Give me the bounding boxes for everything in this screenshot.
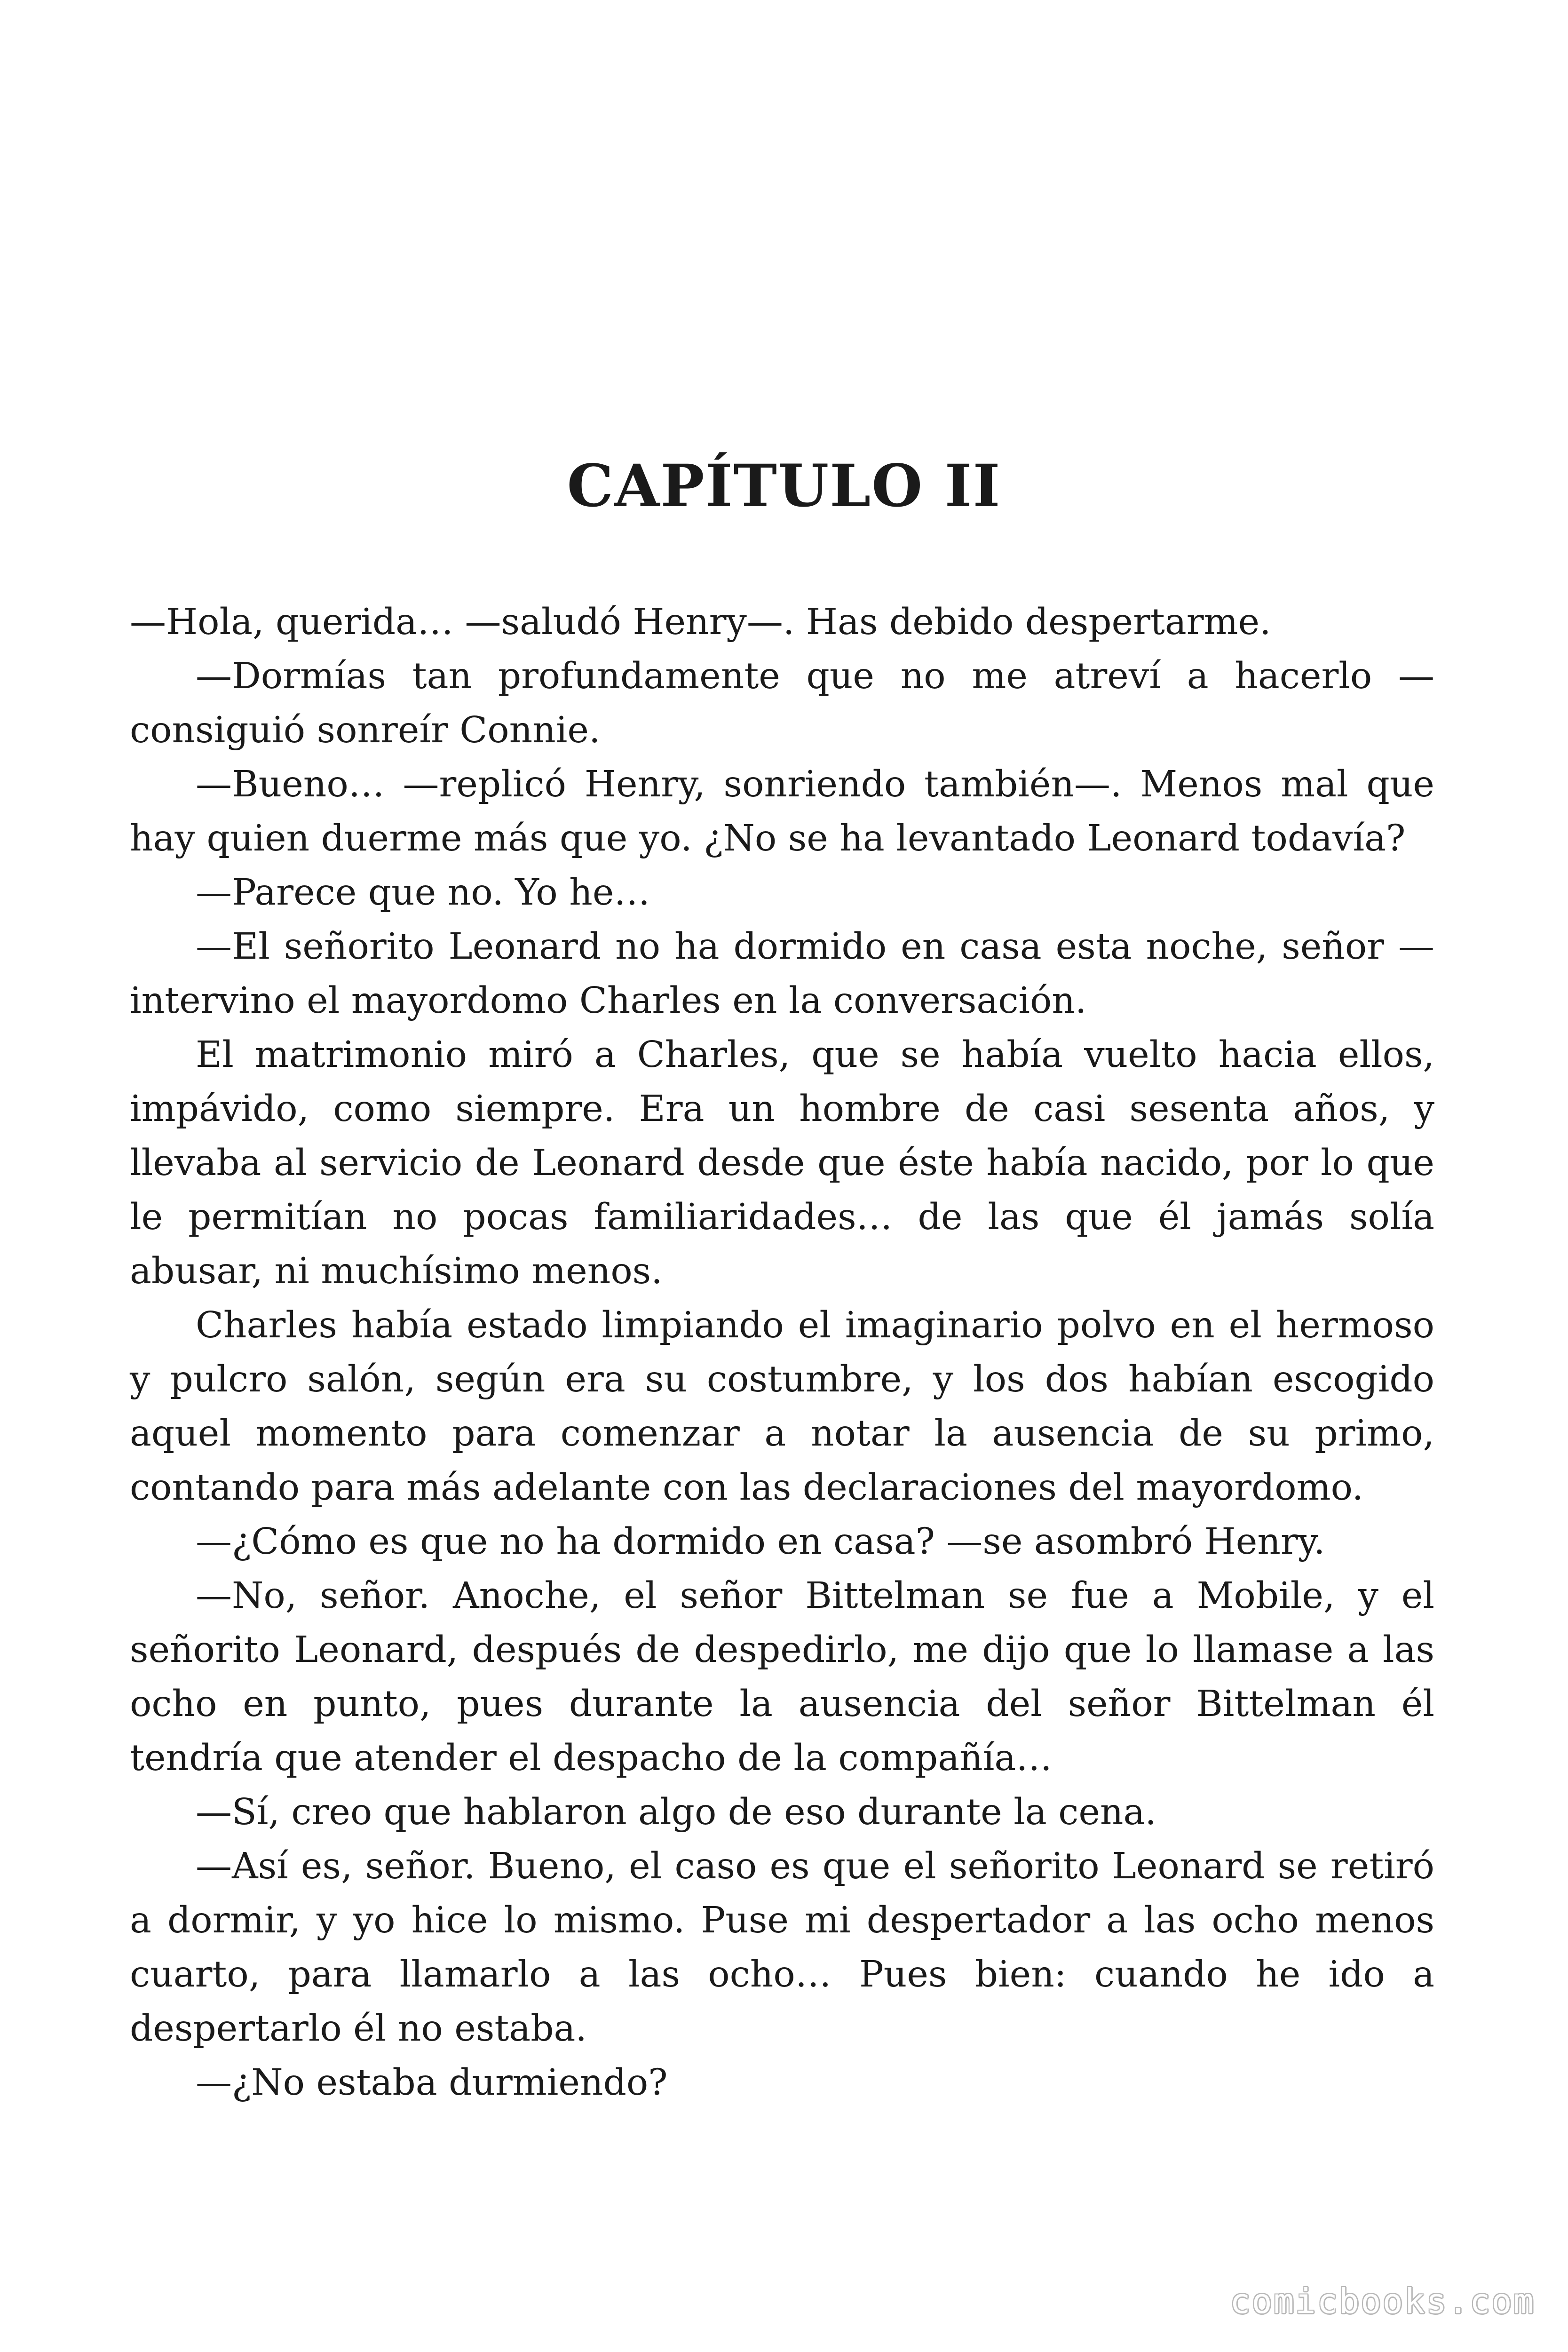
chapter-body: [130, 595, 1434, 2110]
paragraph: —Dormías tan profundamente que no me atreví a hacerlo —consiguió sonreír Connie.: [130, 655, 1434, 751]
chapter-title: CAPÍTULO II: [567, 452, 1001, 520]
paragraph: —¿Cómo es que no ha dormido en casa? —se asombró Henry.: [196, 1521, 1325, 1563]
paragraph: Charles había estado limpiando el imaginario polvo en el hermoso y pulcro salón, según era su costumbre, y los dos habían escogido aquel momento para comenzar a notar la ausencia de su primo, contando para más adelante con las declaraciones del mayordomo.: [130, 1304, 1434, 1509]
paragraph: El matrimonio miró a Charles, que se había vuelto hacia ellos, impávido, como siempre. Era un hombre de casi sesenta años, y llevaba al servicio de Leonard desde que éste había nacido, por lo que le permitían no pocas familiaridades… de las que él jamás solía abusar, ni muchísimo menos.: [130, 1034, 1434, 1292]
paragraph: —Sí, creo que hablaron algo de eso durante la cena.: [196, 1791, 1156, 1833]
paragraph: —El señorito Leonard no ha dormido en casa esta noche, señor —intervino el mayordomo Charles en la conversación.: [130, 926, 1434, 1022]
paragraph: —Parece que no. Yo he…: [196, 872, 650, 914]
paragraph: —No, señor. Anoche, el señor Bittelman se fue a Mobile, y el señorito Leonard, después de despedirlo, me dijo que lo llamase a las ocho en punto, pues durante la ausencia del señor Bittelman él tendría que atender el despacho de la compañía…: [130, 1575, 1434, 1779]
paragraph: —¿No estaba durmiendo?: [196, 2062, 668, 2104]
paragraph: —Bueno… —replicó Henry, sonriendo también—. Menos mal que hay quien duerme más que yo. ¿No se ha levantado Leonard todavía?: [130, 763, 1434, 859]
paragraph: —Así es, señor. Bueno, el caso es que el señorito Leonard se retiró a dormir, y yo hice lo mismo. Puse mi despertador a las ocho menos cuarto, para llamarlo a las ocho… Pues bien: cuando he ido a despertarlo él no estaba.: [130, 1845, 1434, 2050]
paragraph: —Hola, querida… —saludó Henry—. Has debido despertarme.: [130, 601, 1271, 643]
watermark: comicbooks.com: [1230, 2281, 1535, 2321]
